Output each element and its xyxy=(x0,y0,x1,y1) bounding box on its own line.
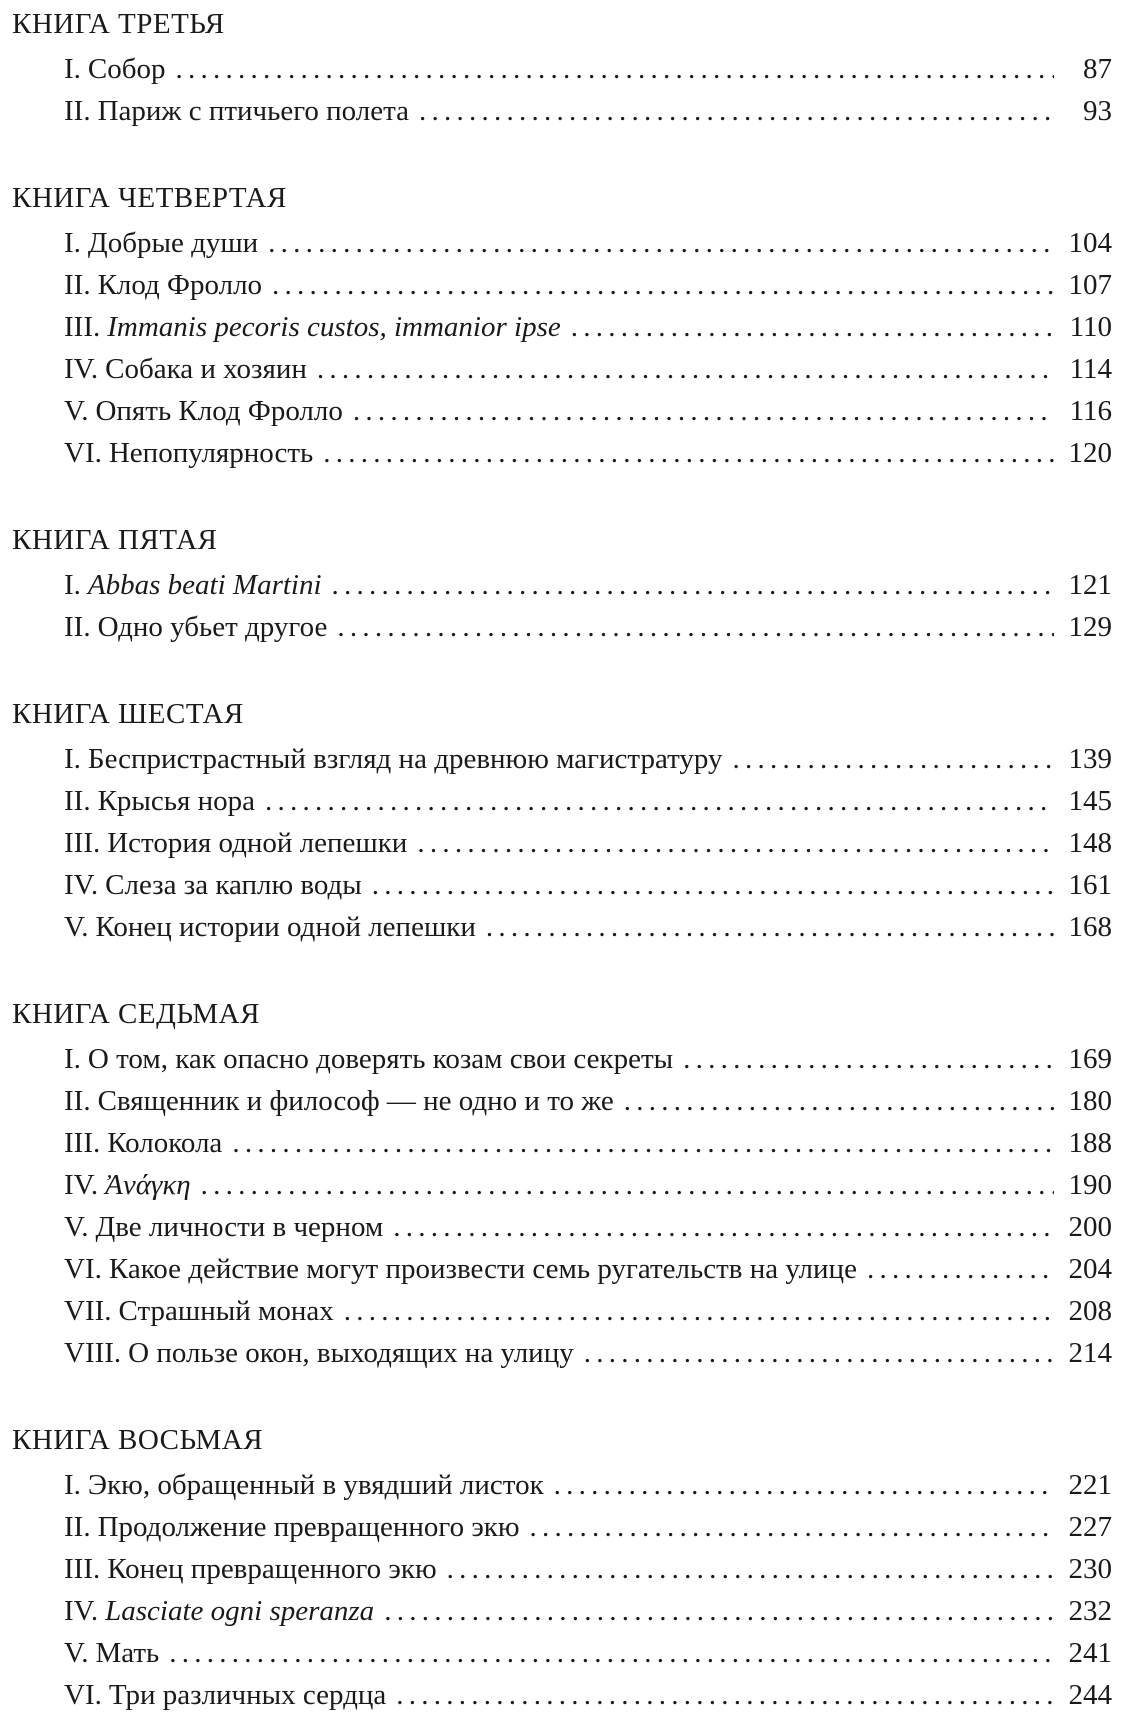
dot-leader xyxy=(372,864,1054,906)
chapter-title: Одно убьет другое xyxy=(97,611,328,643)
chapter-title: Три различных сердца xyxy=(108,1679,387,1711)
page-number: 121 xyxy=(1068,569,1112,601)
chapter-number: I. xyxy=(64,53,81,85)
chapter-number: II. xyxy=(64,1511,91,1543)
chapter-list xyxy=(12,1038,1112,1374)
dot-leader xyxy=(344,1290,1054,1332)
page-number: 221 xyxy=(1068,1469,1112,1501)
page-number: 168 xyxy=(1068,911,1112,943)
chapter-number: I. xyxy=(64,1469,81,1501)
book-section xyxy=(12,174,1112,474)
dot-leader xyxy=(396,1674,1054,1716)
chapter-number: III. xyxy=(64,827,101,859)
chapter-title: Какое действие могут произвести семь ругательств на улице xyxy=(108,1253,857,1285)
chapter-title: Abbas beati Martini xyxy=(87,569,322,601)
page-number: 214 xyxy=(1068,1337,1112,1369)
dot-leader xyxy=(268,222,1054,264)
chapter-number: II. xyxy=(64,269,91,301)
chapter-number: I. xyxy=(64,743,81,775)
toc-entry[interactable] xyxy=(64,1674,1112,1716)
chapter-number: III. xyxy=(64,311,101,343)
toc-entry[interactable] xyxy=(64,306,1112,348)
chapter-title: Слеза за каплю воды xyxy=(105,869,362,901)
chapter-title: О том, как опасно доверять козам свои секреты xyxy=(87,1043,674,1075)
dot-leader xyxy=(867,1248,1054,1290)
chapter-number: VII. xyxy=(64,1295,112,1327)
toc-entry[interactable] xyxy=(64,390,1112,432)
chapter-title: Клод Фролло xyxy=(97,269,263,301)
toc-entry[interactable] xyxy=(64,264,1112,306)
chapter-title: Непопулярность xyxy=(108,437,314,469)
dot-leader xyxy=(176,48,1054,90)
chapter-title: Immanis pecoris custos, immanior ipse xyxy=(107,311,561,343)
toc-entry[interactable] xyxy=(64,1464,1112,1506)
chapter-title: Добрые души xyxy=(87,227,259,259)
book-section xyxy=(12,516,1112,648)
toc-entry[interactable] xyxy=(64,1548,1112,1590)
page-number: 120 xyxy=(1068,437,1112,469)
book-title: КНИГА ТРЕТЬЯ xyxy=(12,8,225,40)
page-number: 244 xyxy=(1068,1679,1112,1711)
dot-leader xyxy=(169,1632,1054,1674)
page-number: 104 xyxy=(1068,227,1112,259)
chapter-title: Lasciate ogni speranza xyxy=(105,1595,375,1627)
page-number: 204 xyxy=(1068,1253,1112,1285)
chapter-number: III. xyxy=(64,1553,101,1585)
chapter-list xyxy=(12,738,1112,948)
chapter-title: Собор xyxy=(87,53,166,85)
page-number: 230 xyxy=(1068,1553,1112,1585)
toc-entry[interactable] xyxy=(64,348,1112,390)
page-number: 232 xyxy=(1068,1595,1112,1627)
toc-entry[interactable] xyxy=(64,1206,1112,1248)
dot-leader xyxy=(332,564,1054,606)
chapter-number: V. xyxy=(64,1637,89,1669)
page-number: 129 xyxy=(1068,611,1112,643)
page-number: 145 xyxy=(1068,785,1112,817)
dot-leader xyxy=(323,432,1054,474)
dot-leader xyxy=(232,1122,1054,1164)
toc-entry[interactable] xyxy=(64,1632,1112,1674)
chapter-title: Конец истории одной лепешки xyxy=(95,911,476,943)
chapter-number: I. xyxy=(64,1043,81,1075)
book-title: КНИГА ВОСЬМАЯ xyxy=(12,1424,264,1456)
chapter-number: IV. xyxy=(64,1169,99,1201)
chapter-list xyxy=(12,1464,1112,1716)
chapter-title: Священник и философ — не одно и то же xyxy=(97,1085,614,1117)
dot-leader xyxy=(419,90,1054,132)
chapter-title: Крысья нора xyxy=(97,785,255,817)
chapter-title: Беспристрастный взгляд на древнюю магистратуру xyxy=(87,743,723,775)
book-section xyxy=(12,1416,1112,1716)
page-number: 200 xyxy=(1068,1211,1112,1243)
chapter-number: V. xyxy=(64,1211,89,1243)
chapter-title: Париж с птичьего полета xyxy=(97,95,410,127)
toc-entry[interactable] xyxy=(64,432,1112,474)
page-number: 107 xyxy=(1068,269,1112,301)
page-number: 241 xyxy=(1068,1637,1112,1669)
chapter-number: VI. xyxy=(64,437,102,469)
toc-entry[interactable] xyxy=(64,780,1112,822)
chapter-number: VI. xyxy=(64,1679,102,1711)
chapter-title: Две личности в черном xyxy=(95,1211,384,1243)
toc-entry[interactable] xyxy=(64,906,1112,948)
page-number: 116 xyxy=(1069,395,1112,427)
book-section xyxy=(12,690,1112,948)
page-number: 188 xyxy=(1068,1127,1112,1159)
dot-leader xyxy=(554,1464,1054,1506)
toc-entry[interactable] xyxy=(64,1038,1112,1080)
book-section xyxy=(12,990,1112,1374)
page-number: 93 xyxy=(1083,95,1112,127)
dot-leader xyxy=(732,738,1054,780)
chapter-title: Ἀνάγκη xyxy=(105,1169,191,1201)
dot-leader xyxy=(384,1590,1054,1632)
page-number: 148 xyxy=(1068,827,1112,859)
dot-leader xyxy=(272,264,1054,306)
chapter-number: VI. xyxy=(64,1253,102,1285)
chapter-number: II. xyxy=(64,611,91,643)
page-number: 87 xyxy=(1083,53,1112,85)
chapter-number: II. xyxy=(64,785,91,817)
chapter-number: II. xyxy=(64,1085,91,1117)
chapter-list xyxy=(12,564,1112,648)
dot-leader xyxy=(353,390,1054,432)
chapter-title: Мать xyxy=(95,1637,160,1669)
toc-entry[interactable] xyxy=(64,1164,1112,1206)
dot-leader xyxy=(624,1080,1054,1122)
toc-entry[interactable] xyxy=(64,1248,1112,1290)
page-number: 190 xyxy=(1068,1169,1112,1201)
dot-leader xyxy=(201,1164,1054,1206)
chapter-number: I. xyxy=(64,227,81,259)
chapter-title: Опять Клод Фролло xyxy=(95,395,343,427)
toc-entry[interactable] xyxy=(64,606,1112,648)
chapter-number: IV. xyxy=(64,869,99,901)
chapter-number: V. xyxy=(64,911,89,943)
toc-entry[interactable] xyxy=(64,1506,1112,1548)
toc-entry[interactable] xyxy=(64,1590,1112,1632)
toc-entry[interactable] xyxy=(64,564,1112,606)
toc-entry[interactable] xyxy=(64,222,1112,264)
dot-leader xyxy=(530,1506,1054,1548)
page-number: 208 xyxy=(1068,1295,1112,1327)
chapter-number: II. xyxy=(64,95,91,127)
table-of-contents xyxy=(12,0,1112,1716)
page-number: 180 xyxy=(1068,1085,1112,1117)
chapter-number: V. xyxy=(64,395,89,427)
dot-leader xyxy=(393,1206,1054,1248)
book-title: КНИГА ПЯТАЯ xyxy=(12,524,218,556)
toc-entry[interactable] xyxy=(64,738,1112,780)
chapter-number: I. xyxy=(64,569,81,601)
dot-leader xyxy=(584,1332,1054,1374)
dot-leader xyxy=(571,306,1054,348)
dot-leader xyxy=(447,1548,1054,1590)
chapter-title: Конец превращенного экю xyxy=(107,1553,437,1585)
chapter-title: Колокола xyxy=(107,1127,223,1159)
page-number: 169 xyxy=(1068,1043,1112,1075)
toc-entry[interactable] xyxy=(64,1332,1112,1374)
chapter-title: История одной лепешки xyxy=(107,827,408,859)
chapter-number: VIII. xyxy=(64,1337,122,1369)
chapter-number: IV. xyxy=(64,353,99,385)
toc-entry[interactable] xyxy=(64,1122,1112,1164)
book-title: КНИГА СЕДЬМАЯ xyxy=(12,998,260,1030)
page-number: 139 xyxy=(1068,743,1112,775)
toc-entry[interactable] xyxy=(64,864,1112,906)
dot-leader xyxy=(265,780,1054,822)
chapter-number: III. xyxy=(64,1127,101,1159)
page-number: 161 xyxy=(1068,869,1112,901)
chapter-number: IV. xyxy=(64,1595,99,1627)
dot-leader xyxy=(683,1038,1054,1080)
dot-leader xyxy=(486,906,1054,948)
dot-leader xyxy=(317,348,1054,390)
toc-entry[interactable] xyxy=(64,822,1112,864)
dot-leader xyxy=(417,822,1054,864)
chapter-title: Страшный монах xyxy=(118,1295,334,1327)
chapter-title: Экю, обращенный в увядший листок xyxy=(87,1469,544,1501)
page-number: 114 xyxy=(1069,353,1112,385)
toc-entry[interactable] xyxy=(64,1080,1112,1122)
page-number: 110 xyxy=(1069,311,1112,343)
page-number: 227 xyxy=(1068,1511,1112,1543)
chapter-title: Продолжение превращенного экю xyxy=(97,1511,520,1543)
chapter-list xyxy=(12,48,1112,132)
chapter-title: Собака и хозяин xyxy=(105,353,307,385)
chapter-list xyxy=(12,222,1112,474)
toc-entry[interactable] xyxy=(64,90,1112,132)
book-section xyxy=(12,0,1112,132)
dot-leader xyxy=(337,606,1054,648)
toc-entry[interactable] xyxy=(64,48,1112,90)
book-title: КНИГА ЧЕТВЕРТАЯ xyxy=(12,182,287,214)
toc-entry[interactable] xyxy=(64,1290,1112,1332)
book-title: КНИГА ШЕСТАЯ xyxy=(12,698,244,730)
chapter-title: О пользе окон, выходящих на улицу xyxy=(128,1337,574,1369)
